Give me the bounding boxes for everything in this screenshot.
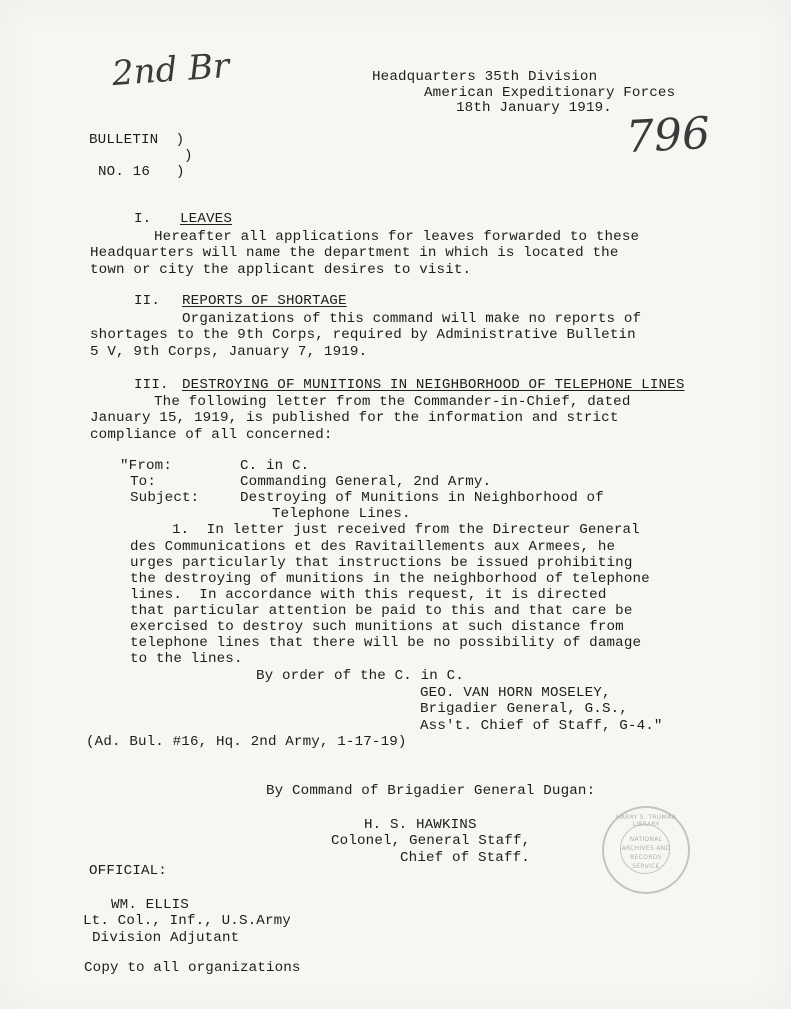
letter-subject-value-2: Telephone Lines. (272, 506, 411, 522)
letter-body-line-1: 1. In letter just received from the Directeur General (172, 522, 640, 538)
archive-stamp (602, 806, 690, 894)
letter-body-line-4: the destroying of munitions in the neighborhood of telephone (130, 571, 650, 587)
letter-signature-title: Ass't. Chief of Staff, G-4." (420, 718, 663, 734)
letter-body-line-5: lines. In accordance with this request, it is directed (130, 587, 607, 603)
header-line-1: Headquarters 35th Division (372, 69, 598, 85)
section-3-line-3: compliance of all concerned: (90, 427, 333, 443)
letter-signature-rank: Brigadier General, G.S., (420, 701, 628, 717)
command-line: By Command of Brigadier General Dugan: (266, 783, 596, 799)
letter-body-line-9: to the lines. (130, 651, 243, 667)
letter-to-label: To: (130, 474, 156, 490)
official-title: Division Adjutant (92, 930, 240, 946)
stamp-line-1: HARRY S. TRUMAN LIBRARY (615, 814, 677, 828)
section-3-line-1: The following letter from the Commander-in-Chief, dated (154, 394, 631, 410)
section-1-line-1: Hereafter all applications for leaves forwarded to these (154, 229, 640, 245)
header-date: 18th January 1919. (456, 100, 612, 116)
letter-body-line-6: that particular attention be paid to this and that care be (130, 603, 633, 619)
letter-subject-label: Subject: (130, 490, 200, 506)
letter-body-line-2: des Communications et des Ravitaillements aux Armees, he (130, 539, 616, 555)
header-line-2: American Expeditionary Forces (424, 85, 676, 101)
official-name: WM. ELLIS (111, 897, 189, 913)
section-2-line-2: shortages to the 9th Corps, required by Administrative Bulletin (90, 327, 636, 343)
stamp-line-2: NATIONAL (629, 836, 663, 843)
handwritten-number-top-right: 796 (624, 107, 712, 164)
official-rank: Lt. Col., Inf., U.S.Army (83, 913, 291, 929)
section-1-title: LEAVES (180, 211, 232, 227)
section-3-number: III. (134, 377, 169, 393)
letter-signature-name: GEO. VAN HORN MOSELEY, (420, 685, 611, 701)
command-title: Chief of Staff. (400, 850, 530, 866)
letter-body-line-7: exercised to destroy such munitions at such distance from (130, 619, 624, 635)
letter-from-value: C. in C. (240, 458, 310, 474)
section-2-title: REPORTS OF SHORTAGE (182, 293, 347, 309)
letter-reference: (Ad. Bul. #16, Hq. 2nd Army, 1-17-19) (86, 734, 407, 750)
stamp-line-5: SERVICE (632, 863, 660, 870)
section-3-line-2: January 15, 1919, is published for the information and strict (90, 410, 619, 426)
letter-body-line-8: telephone lines that there will be no possibility of damage (130, 635, 642, 651)
bulletin-label: BULLETIN ) (89, 132, 185, 148)
section-1-number: I. (134, 211, 152, 227)
letter-subject-value: Destroying of Munitions in Neighborhood of (240, 490, 604, 506)
section-3-title: DESTROYING OF MUNITIONS IN NEIGHBORHOOD OF TELEPHONE LINES (182, 377, 685, 393)
letter-by-order: By order of the C. in C. (256, 668, 464, 684)
command-name: H. S. HAWKINS (364, 817, 477, 833)
letter-to-value: Commanding General, 2nd Army. (240, 474, 492, 490)
stamp-line-3: ARCHIVES AND (621, 845, 671, 852)
handwritten-annotation-top-left: 2nd Br (110, 45, 231, 95)
official-label: OFFICIAL: (89, 863, 167, 879)
section-2-line-1: Organizations of this command will make no reports of (182, 311, 642, 327)
section-2-line-3: 5 V, 9th Corps, January 7, 1919. (90, 344, 368, 360)
section-1-line-2: Headquarters will name the department in which is located the (90, 245, 619, 261)
bulletin-bracket: ) (184, 148, 193, 164)
distribution-note: Copy to all organizations (84, 960, 301, 976)
stamp-line-4: RECORDS (630, 854, 662, 861)
section-2-number: II. (134, 293, 160, 309)
bulletin-number: NO. 16 ) (98, 164, 185, 180)
letter-body-line-3: urges particularly that instructions be issued prohibiting (130, 555, 633, 571)
section-1-line-3: town or city the applicant desires to visit. (90, 262, 472, 278)
command-rank: Colonel, General Staff, (331, 833, 531, 849)
letter-from-label: "From: (120, 458, 172, 474)
